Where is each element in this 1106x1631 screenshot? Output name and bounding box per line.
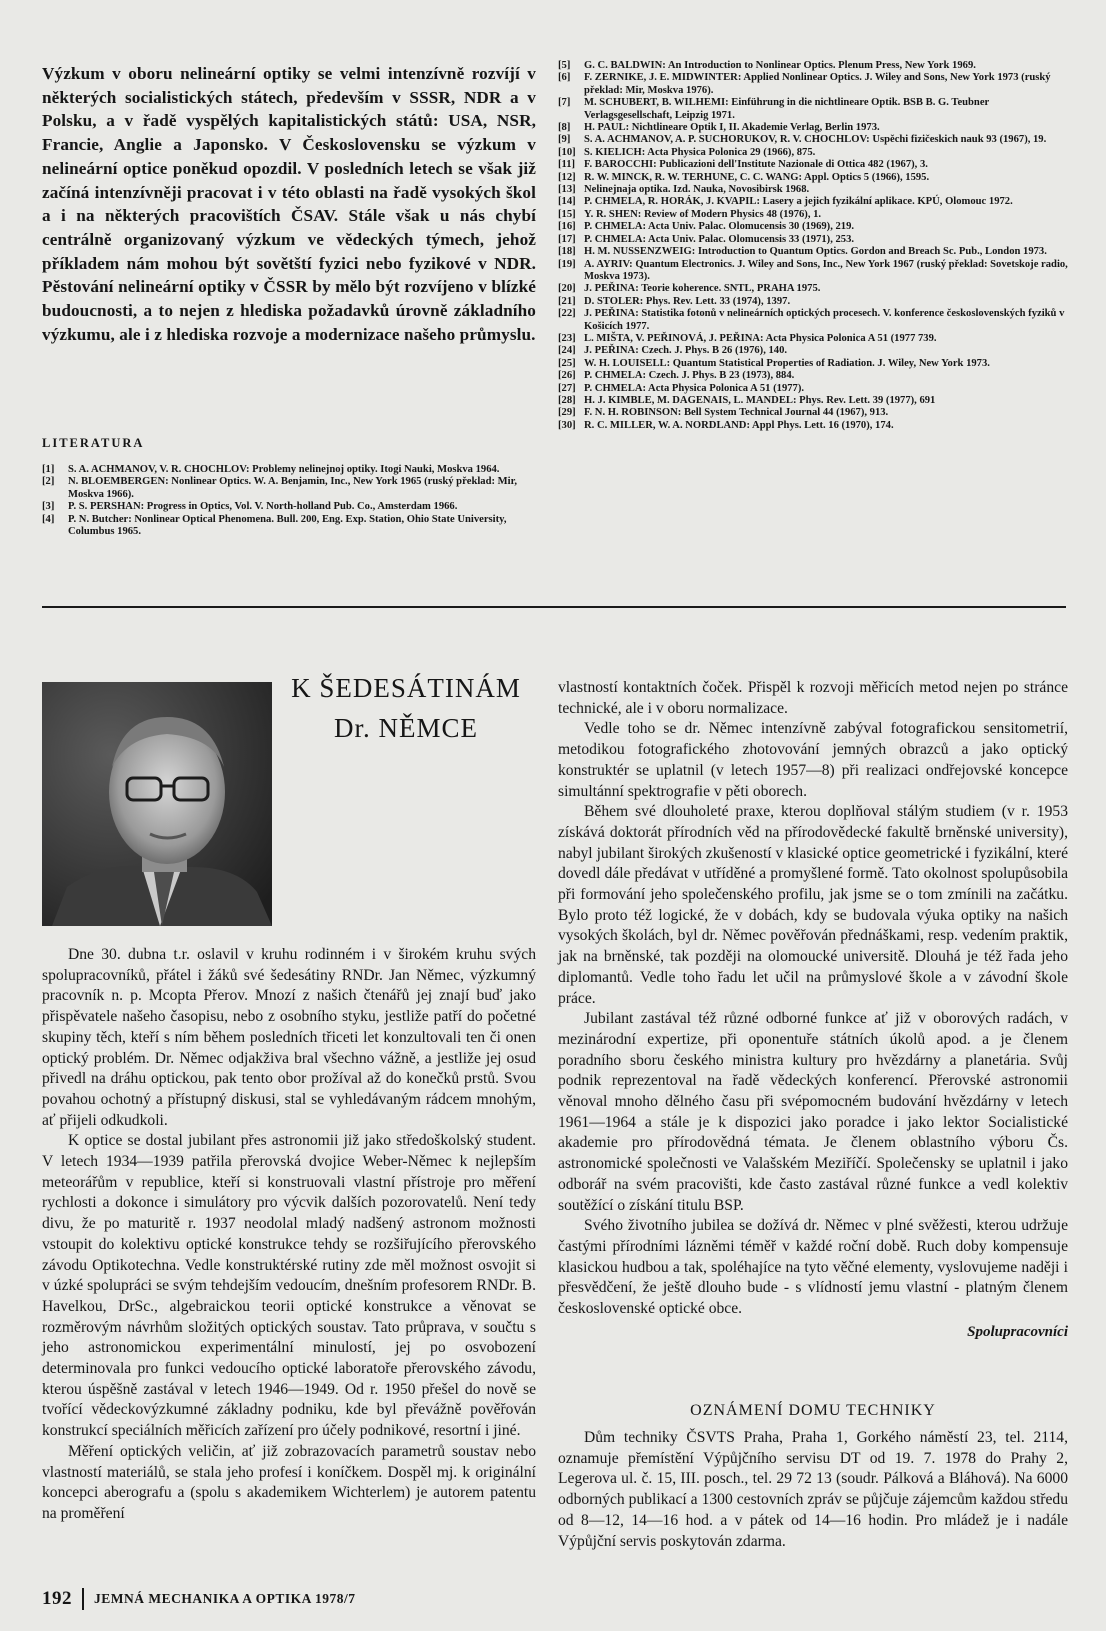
reference-item	[558, 60, 1068, 72]
reference-item	[558, 97, 1068, 122]
reference-item	[558, 221, 1068, 233]
reference-item	[558, 345, 1068, 357]
reference-number: [13]	[558, 184, 576, 196]
article-right-column	[558, 678, 1068, 1343]
reference-item	[558, 234, 1068, 246]
reference-item	[558, 246, 1068, 258]
reference-text: F. BAROCCHI: Publicazioni dell'Institute Nazionale di Ottica 482 (1967), 3.	[584, 159, 928, 171]
reference-number: [16]	[558, 221, 576, 233]
reference-item	[558, 283, 1068, 295]
reference-number: [6]	[558, 72, 571, 84]
notice-paragraph: Dům techniky ČSVTS Praha, Praha 1, Gorkého náměstí 23, tel. 2114, oznamuje přemístění Výpůjčního servisu DT od 19. 7. 1978 do Prahy 2, Legerova ul. č. 15, III. posch., tel. 29 72 13 (soudr. Pálková a Bláhová). Na 6000 odborných publikací a 1300 cestovních zpráv se půjčuje zájemcům každou středu od 8—12, 14—16 hod. a v pátek od 14—16 hodin. Pro mládež je i nadále Výpůjční servis poskytován zdarma.	[558, 1429, 1068, 1550]
reference-number: [17]	[558, 233, 576, 245]
literature-heading: LITERATURA	[42, 436, 145, 450]
reference-number: [25]	[558, 357, 576, 369]
reference-text: R. W. MINCK, R. W. TERHUNE, C. C. WANG: Appl. Optics 5 (1966), 1595.	[584, 171, 930, 183]
reference-number: [5]	[558, 60, 571, 71]
reference-item	[558, 370, 1068, 382]
article-signature: Spolupracovníci	[967, 1323, 1068, 1340]
reference-text: A. AYRIV: Quantum Electronics. J. Wiley and Sons, Inc., New York 1967 (ruský překlad: Sovetskoje radio, Moskva 1973).	[584, 258, 1068, 282]
reference-item	[558, 72, 1068, 97]
reference-text: Y. R. SHEN: Review of Modern Physics 48 (1976), 1.	[584, 208, 822, 220]
reference-text: J. PEŘINA: Czech. J. Phys. B 26 (1976), 140.	[584, 345, 788, 357]
article-paragraph: Jubilant zastával též různé odborné funkce ať již v oborových radách, v mezinárodní expertize, při oponentuře státních úkolů apod. a je členem poradního sboru českého ministra kultury pro hvězdárny a planetária. Svůj podnik reprezentoval na řadě vědeckých konferencí. Přerovské astronomii věnoval mnoho dělného času při svépomocném budování hvězdárny v letech 1961—1964 a stále je k dispozici jako poradce i jako lektor Socialistické akademie pro přírodovědná témata. Je členem oblastního výboru Čs. astronomické společnosti ve Valašském Meziříčí. Společensky se uplatnil i jako odborář na svém pracovišti, kde často zastával různé funkce a vedl kolektiv soutěžící o získání titulu BSP.	[558, 1010, 1068, 1214]
reference-text: Nelinejnaja optika. Izd. Nauka, Novosibirsk 1968.	[584, 184, 810, 196]
reference-number: [27]	[558, 382, 576, 394]
reference-item	[558, 358, 1068, 370]
reference-text: J. PEŘINA: Statistika fotonů v nelineárních optických procesech. V. konference československých fyziků v Košicích 1977.	[584, 308, 1065, 332]
reference-item	[42, 464, 536, 476]
reference-item	[558, 395, 1068, 407]
reference-text: S. KIELICH: Acta Physica Polonica 29 (1966), 875.	[584, 146, 816, 158]
reference-number: [28]	[558, 394, 576, 406]
reference-item	[42, 514, 536, 539]
reference-text: S. A. ACHMANOV, A. P. SUCHORUKOV, R. V. CHOCHLOV: Uspěchi fizičeskich nauk 93 (1967), 19.	[584, 134, 1047, 146]
reference-number: [2]	[42, 476, 55, 488]
reference-item	[558, 184, 1068, 196]
article-paragraph: K optice se dostal jubilant přes astronomii již jako středoškolský student. V letech 1934—1939 patřila přerovská dvojice Weber-Němec k nejlepším meteorářům v republice, kteří si konstruovali vlastní přístroje pro měření rychlosti a dokonce i simulátory pro výcvik dalších pozorovatelů. Není tedy divu, že po maturitě r. 1937 neodolal mladý nadšený astronom možnosti vstoupit do kolektivu optické konstrukce tehdy se rozšiřujícího přerovského závodu Optikotechna. Vedle konstruktérské rutiny zde měl možnost osvojit si v úzké spolupráci se svým tehdejším vedoucím, dnešním profesorem RNDr. B. Havelkou, DrSc., algebraickou teorii optické konstrukce a věnovat se rozměrovým návrhům složitých optických soustav. Tato průprava, v součtu s jeho astronomickou experimentální minulostí, jej po osvobození determinovala pro funkci vedoucího optické laboratoře přerovského závodu, kterou úspěšně zastával v letech 1946—1949. Od r. 1950 přešel do nově se tvořící vědeckovýzkumné základny podniku, kde byl převážně pověřován konstrukcí speciálních měřicích zařízení pro účely podnikové, resortní i jiné.	[42, 1132, 536, 1440]
reference-item	[42, 476, 536, 501]
reference-number: [18]	[558, 246, 576, 258]
reference-number: [10]	[558, 146, 576, 158]
reference-number: [1]	[42, 464, 55, 475]
article-paragraph: vlastností kontaktních čoček. Přispěl k rozvoji měřicích metod nejen po stránce technické, ale i v oboru normalizace.	[558, 679, 1068, 717]
article-title-line1: K ŠEDESÁTINÁM	[291, 673, 521, 703]
page-number: 192	[42, 1588, 72, 1609]
article-paragraph: Vedle toho se dr. Němec intenzívně zabýval fotografickou sensitometrií, metodikou fotografického zhotovování jemných obrazců a jako optický konstruktér se uplatnil (v letech 1957—8) při realizaci ondřejovské koncepce simultánní spektrografie v pěti oborech.	[558, 720, 1068, 800]
reference-text: S. A. ACHMANOV, V. R. CHOCHLOV: Problemy nelinejnoj optiky. Itogi Nauki, Moskva 1964.	[68, 464, 500, 475]
reference-number: [19]	[558, 258, 576, 270]
reference-item	[558, 308, 1068, 333]
portrait-photo-image	[42, 682, 272, 926]
reference-number: [29]	[558, 407, 576, 419]
reference-text: H. J. KIMBLE, M. DAGENAIS, L. MANDEL: Phys. Rev. Lett. 39 (1977), 691	[584, 394, 936, 406]
reference-text: P. CHMELA: Acta Univ. Palac. Olomucensis 30 (1969), 219.	[584, 221, 855, 233]
right-references-list	[558, 60, 1068, 432]
reference-text: P. CHMELA: Czech. J. Phys. B 23 (1973), 884.	[584, 370, 795, 382]
reference-item	[558, 420, 1068, 432]
reference-item	[558, 134, 1068, 146]
left-references-list	[42, 464, 536, 538]
article-title	[276, 668, 536, 748]
reference-number: [30]	[558, 419, 576, 431]
reference-item	[558, 296, 1068, 308]
section-divider	[42, 606, 1066, 608]
reference-text: M. SCHUBERT, B. WILHEMI: Einführung in die nichtlineare Optik. BSB B. G. Teubner Verlagsgesellschaft, Leipzig 1971.	[584, 97, 990, 121]
reference-number: [22]	[558, 308, 576, 320]
reference-item	[558, 122, 1068, 134]
reference-number: [21]	[558, 295, 576, 307]
reference-number: [26]	[558, 370, 576, 382]
reference-number: [12]	[558, 171, 576, 183]
portrait-photo	[42, 682, 272, 926]
reference-item	[558, 147, 1068, 159]
reference-number: [23]	[558, 332, 576, 344]
reference-number: [20]	[558, 283, 576, 295]
reference-item	[558, 159, 1068, 171]
page-footer	[42, 1588, 356, 1610]
reference-text: W. H. LOUISELL: Quantum Statistical Properties of Radiation. J. Wiley, New York 1973.	[584, 357, 990, 369]
reference-item	[558, 383, 1068, 395]
reference-item	[558, 333, 1068, 345]
notice-heading: OZNÁMENÍ DOMU TECHNIKY	[690, 1402, 936, 1419]
reference-text: P. CHMELA: Acta Univ. Palac. Olomucensis 33 (1971), 253.	[584, 233, 855, 245]
reference-text: G. C. BALDWIN: An Introduction to Nonlinear Optics. Plenum Press, New York 1969.	[584, 60, 976, 71]
reference-item	[558, 209, 1068, 221]
article-paragraph: Během své dlouholeté praxe, kterou doplňoval stálým studiem (v r. 1953 získává doktorát přírodních věd na přírodovědecké fakultě brněnské university), nabyl jubilant širokých zkušeností v klasické optice geometrické i fyzikální, které dovedl dále předávat v utříděné a promyšlené formě. Tato okolnost spolupůsobila při formování jeho společenského profilu, jak jsme se o tom zmínili na začátku. Bylo proto též logické, že v dobách, kdy se budovala výuka optiky na našich vysokých školách, byl dr. Němec pověřován přednáškami, resp. vedením praktik, jak na brněnské, tak později na olomoucké universitě. Dlouhá je též řada jeho diplomantů. Vedle toho řadu let učil na průmyslové škole a v závodní škole práce.	[558, 803, 1068, 1007]
notice-body	[558, 1428, 1068, 1552]
reference-number: [8]	[558, 122, 571, 134]
reference-number: [9]	[558, 134, 571, 146]
reference-text: P. CHMELA, R. HORÁK, J. KVAPIL: Lasery a jejich fyzikální aplikace. KPÚ, Olomouc 1972.	[584, 196, 1013, 208]
article-paragraph: Svého životního jubilea se dožívá dr. Němec v plné svěžesti, kterou udržuje častými přírodními lázněmi téměř v každé roční době. Ruch doby kompensuje klasickou hudbou a tak, spoléhajíce na tyto věčné elementy, vyslovujeme naději i přesvědčení, že ještě dlouho bude - s vlídností jemu vlastní - platným členem československé optické obce.	[558, 1217, 1068, 1318]
reference-number: [11]	[558, 159, 576, 171]
reference-text: H. M. NUSSENZWEIG: Introduction to Quantum Optics. Gordon and Breach Sc. Pub., London 1973.	[584, 246, 1047, 258]
article-left-column	[42, 945, 536, 1525]
reference-number: [24]	[558, 345, 576, 357]
article-paragraph: Dne 30. dubna t.r. oslavil v kruhu rodinném i v širokém kruhu svých spolupracovníků, přátel i žáků své šedesátiny RNDr. Jan Němec, výzkumný pracovník n. p. Mcopta Přerov. Mnozí z našich čtenářů jej znají buď jako přispěvatele našeho časopisu, nebo z osobního styku, jestliže patří do početné skupiny těch, kteří s ním během posledních třiceti let konzultovali ten či onen optický problém. Dr. Němec odjakživa bral všechno vážně, a jestliže jej osud přivedl na dráhu optickou, pak tento obor prožíval až do konečků prstů. Svou povahou ochotný a přístupný diskusi, stal se vyhledávaným rádcem mnohým, ať přijeli odkudkoli.	[42, 946, 536, 1129]
reference-item	[42, 501, 536, 513]
reference-text: L. MIŠTA, V. PEŘINOVÁ, J. PEŘINA: Acta Physica Polonica A 51 (1977 739.	[584, 332, 937, 344]
reference-item	[558, 196, 1068, 208]
reference-number: [7]	[558, 97, 571, 109]
reference-text: J. PEŘINA: Teorie koherence. SNTL, PRAHA 1975.	[584, 283, 821, 295]
reference-text: H. PAUL: Nichtlineare Optik I, II. Akademie Verlag, Berlin 1973.	[584, 122, 880, 134]
reference-text: F. ZERNIKE, J. E. MIDWINTER: Applied Nonlinear Optics. J. Wiley and Sons, New York 1973 (ruský překlad: Mir, Moskva 1976).	[584, 72, 1051, 96]
footer-separator	[82, 1588, 84, 1610]
reference-number: [4]	[42, 513, 55, 525]
reference-text: D. STOLER: Phys. Rev. Lett. 33 (1974), 1397.	[584, 295, 791, 307]
reference-text: R. C. MILLER, W. A. NORDLAND: Appl Phys. Lett. 16 (1970), 174.	[584, 419, 894, 431]
article-title-line2: Dr. NĚMCE	[334, 713, 478, 743]
reference-number: [15]	[558, 208, 576, 220]
reference-number: [3]	[42, 501, 55, 513]
intro-paragraph: Výzkum v oboru nelineární optiky se velmi intenzívně rozvíjí v některých socialistických státech, především v SSSR, NDR a v Polsku, a v řadě vyspělých kapitalistických států: USA, NSR, Francie, Anglie a Japonsko. V Československu se výzkum v nelineární optice poněkud opozdil. V posledních letech se však již začíná intenzívněji pracovat i v této oblasti na řadě vysokých škol a i na některých pracovištích ČSAV. Stále však u nás chybí centrálně organizovaný výzkum ve vědeckých týmech, jehož příkladem nám mohou být sovětští fyzici nebo fyzikové v NDR. Pěstování nelineární optiky v ČSSR by mělo být rozvíjeno v blízké budoucnosti, a to nejen z hlediska požadavků úrovně základního výzkumu, ale i z hlediska rozvoje a modernizace našeho průmyslu.	[42, 64, 536, 344]
reference-text: P. N. Butcher: Nonlinear Optical Phenomena. Bull. 200, Eng. Exp. Station, Ohio State University, Columbus 1965.	[68, 513, 507, 538]
reference-text: P. S. PERSHAN: Progress in Optics, Vol. V. North-holland Pub. Co., Amsterdam 1966.	[68, 501, 458, 513]
reference-item	[558, 259, 1068, 284]
article-paragraph: Měření optických veličin, ať již zobrazovacích parametrů soustav nebo vlastností materiálů, se stala jeho profesí i koníčkem. Dospěl mj. k originální koncepci aberografu a (spolu s akademikem Wichterlem) je autorem patentu na proměření	[42, 1442, 536, 1522]
journal-name: JEMNÁ MECHANIKA A OPTIKA 1978/7	[94, 1591, 356, 1606]
reference-item	[558, 172, 1068, 184]
reference-number: [14]	[558, 196, 576, 208]
reference-text: P. CHMELA: Acta Physica Polonica A 51 (1977).	[584, 382, 805, 394]
reference-item	[558, 407, 1068, 419]
reference-text: F. N. H. ROBINSON: Bell System Technical Journal 44 (1967), 913.	[584, 407, 889, 419]
reference-text: N. BLOEMBERGEN: Nonlinear Optics. W. A. Benjamin, Inc., New York 1965 (ruský překlad: Mir, Moskva 1966).	[68, 476, 517, 500]
